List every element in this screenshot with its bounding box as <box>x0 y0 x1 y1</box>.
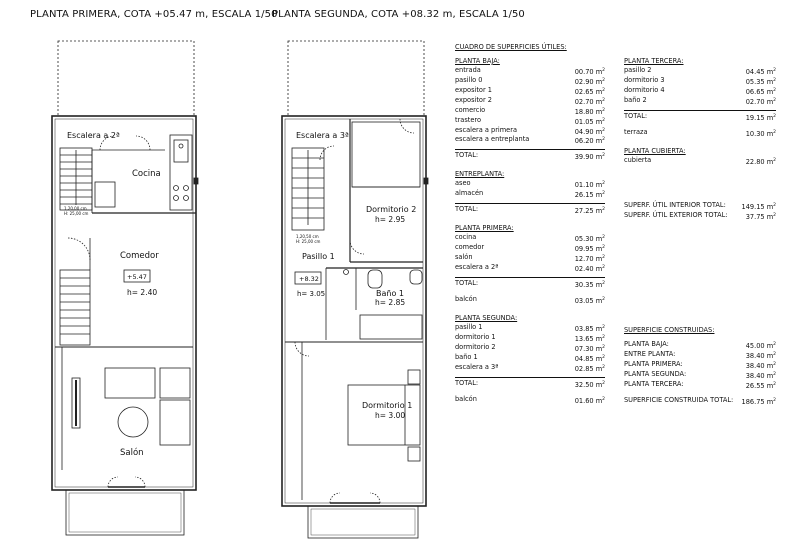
section-heading: PLANTA TERCERA: <box>624 57 684 65</box>
note-right-1: 1,20,50 cm <box>296 234 319 239</box>
value-exponent: 2 <box>773 397 776 403</box>
surface-row-label: dormitorio 1 <box>455 332 496 341</box>
value-unit: m <box>764 371 774 380</box>
value-unit: m <box>593 380 603 389</box>
surface-row-label: dormitorio 2 <box>455 342 496 351</box>
value-unit: m <box>593 97 603 106</box>
surface-row-label: pasillo 2 <box>624 65 652 74</box>
value-unit: m <box>593 281 603 290</box>
value-number: 02.70 <box>574 97 594 106</box>
surface-value <box>746 341 776 351</box>
surface-value <box>575 354 605 364</box>
section-total-label: TOTAL: <box>455 151 479 160</box>
construida-total-label: SUPERFICIE CONSTRUIDA TOTAL: <box>624 395 734 404</box>
label-dormitorio-2-height: h= 2.95 <box>375 215 406 224</box>
surface-value <box>575 180 605 190</box>
title-planta-segunda: PLANTA SEGUNDA, COTA +08.32 m, ESCALA 1/50 <box>272 9 525 20</box>
label-level-left: +5.47 <box>127 273 147 281</box>
value-exponent: 2 <box>602 181 605 187</box>
value-exponent: 2 <box>773 129 776 135</box>
surface-row-label: baño 2 <box>624 95 647 104</box>
surface-section <box>455 171 605 216</box>
section-extra <box>455 296 605 306</box>
value-exponent: 2 <box>602 117 605 123</box>
label-bano: Baño 1 <box>376 289 404 298</box>
value-exponent: 2 <box>602 137 605 143</box>
section-heading: PLANTA CUBIERTA: <box>624 146 686 155</box>
section-extra <box>455 396 605 406</box>
value-number: 01.60 <box>574 396 594 405</box>
label-comedor: Comedor <box>120 251 159 261</box>
value-number: 06.20 <box>574 137 594 146</box>
value-number: 02.40 <box>574 265 594 274</box>
section-total <box>455 277 605 290</box>
value-exponent: 2 <box>602 87 605 93</box>
value-unit: m <box>593 67 603 76</box>
value-number: 27.25 <box>574 207 594 216</box>
value-number: 12.70 <box>574 255 594 264</box>
value-exponent: 2 <box>602 191 605 197</box>
value-exponent: 2 <box>773 371 776 377</box>
surface-row-label: trastero <box>455 115 482 124</box>
surface-value <box>575 234 605 244</box>
value-number: 04.85 <box>574 354 594 363</box>
value-unit: m <box>593 191 603 200</box>
surface-value <box>746 371 776 381</box>
surface-table-column-1 <box>455 44 605 415</box>
value-exponent: 2 <box>602 254 605 260</box>
value-number: 26.15 <box>574 191 594 200</box>
surface-row-label: dormitorio 4 <box>624 85 665 94</box>
surface-row <box>455 244 605 254</box>
value-unit: m <box>764 203 774 212</box>
value-unit: m <box>764 113 774 122</box>
value-exponent: 2 <box>773 67 776 73</box>
surface-table-column-2 <box>624 58 776 175</box>
value-exponent: 2 <box>773 212 776 218</box>
value-number: 05.35 <box>745 77 765 86</box>
surface-value <box>575 117 605 127</box>
surface-value <box>746 351 776 361</box>
value-exponent: 2 <box>773 157 776 163</box>
value-number: 04.90 <box>574 127 594 136</box>
surface-value <box>575 254 605 264</box>
value-unit: m <box>593 297 603 306</box>
label-dormitorio-1-height: h= 3.00 <box>375 411 406 420</box>
section-heading: PLANTA PRIMERA: <box>455 224 514 233</box>
value-unit: m <box>764 381 774 390</box>
label-bano-height: h= 2.85 <box>375 298 406 307</box>
surface-value <box>746 361 776 371</box>
surface-row <box>455 364 605 374</box>
value-exponent: 2 <box>602 244 605 250</box>
value-number: 38.40 <box>745 351 765 360</box>
value-unit: m <box>593 137 603 146</box>
value-number: 06.65 <box>745 87 765 96</box>
value-exponent: 2 <box>773 381 776 387</box>
value-unit: m <box>593 235 603 244</box>
section-total <box>455 203 605 216</box>
value-exponent: 2 <box>602 127 605 133</box>
value-unit: m <box>593 87 603 96</box>
value-unit: m <box>593 117 603 126</box>
value-number: 03.85 <box>574 324 594 333</box>
value-number: 00.70 <box>574 67 594 76</box>
value-unit: m <box>764 157 774 166</box>
value-exponent: 2 <box>602 280 605 286</box>
label-stair-3: Escalera a 3ª <box>296 131 349 140</box>
value-number: 32.50 <box>574 380 594 389</box>
surface-row <box>624 157 776 167</box>
value-number: 02.70 <box>745 97 765 106</box>
value-exponent: 2 <box>773 113 776 119</box>
surface-section <box>455 225 605 306</box>
surface-row-label: dormitorio 3 <box>624 75 665 84</box>
surface-value <box>575 296 605 306</box>
surface-row-label: expositor 1 <box>455 85 492 94</box>
value-exponent: 2 <box>602 354 605 360</box>
surface-value <box>746 113 776 123</box>
section-total <box>455 377 605 390</box>
surface-row-label: comedor <box>455 242 485 251</box>
value-unit: m <box>764 97 774 106</box>
construida-row <box>624 381 776 391</box>
value-number: 149.15 <box>741 203 765 212</box>
value-unit: m <box>593 344 603 353</box>
value-unit: m <box>593 364 603 373</box>
section-extra-label: balcón <box>455 394 477 403</box>
value-unit: m <box>764 87 774 96</box>
section-heading: PLANTA BAJA: <box>455 56 500 65</box>
label-stair-2: Escalera a 2ª <box>67 131 120 140</box>
value-exponent: 2 <box>602 107 605 113</box>
construida-row-label: PLANTA SEGUNDA: <box>624 369 687 378</box>
construida-row-label: PLANTA BAJA: <box>624 339 669 348</box>
value-number: 13.65 <box>574 334 594 343</box>
section-total <box>455 149 605 162</box>
surface-value <box>575 97 605 107</box>
surface-value <box>575 77 605 87</box>
section-heading: ENTREPLANTA: <box>455 170 505 179</box>
value-unit: m <box>593 107 603 116</box>
surface-section <box>624 148 776 167</box>
label-salon: Salón <box>120 448 144 458</box>
construida-row-label: PLANTA PRIMERA: <box>624 359 683 368</box>
surface-row-label: escalera a primera <box>455 125 517 134</box>
value-unit: m <box>593 181 603 190</box>
section-total-label: TOTAL: <box>455 278 479 287</box>
surface-row-label: salón <box>455 252 473 261</box>
value-number: 38.40 <box>745 371 765 380</box>
value-exponent: 2 <box>602 77 605 83</box>
label-pasillo: Pasillo 1 <box>302 252 335 261</box>
surface-row <box>624 87 776 97</box>
value-number: 05.30 <box>574 235 594 244</box>
surface-value <box>746 97 776 107</box>
label-height-left: h= 2.40 <box>127 288 158 297</box>
value-exponent: 2 <box>773 361 776 367</box>
value-number: 22.80 <box>745 157 765 166</box>
surface-row-label: comercio <box>455 105 486 114</box>
value-unit: m <box>764 361 774 370</box>
value-exponent: 2 <box>773 87 776 93</box>
value-unit: m <box>593 245 603 254</box>
construida-total <box>624 397 776 407</box>
surface-row <box>455 264 605 274</box>
value-number: 04.45 <box>745 67 765 76</box>
surface-row <box>455 136 605 146</box>
label-dormitorio-1: Dormitorio 1 <box>362 401 413 410</box>
interior-total-label: SUPERF. ÚTIL INTERIOR TOTAL: <box>624 201 726 209</box>
value-exponent: 2 <box>602 264 605 270</box>
value-exponent: 2 <box>773 341 776 347</box>
section-total-label: TOTAL: <box>455 378 479 387</box>
construida-row-label: PLANTA TERCERA: <box>624 379 684 388</box>
value-number: 02.65 <box>574 87 594 96</box>
section-extra-label: terraza <box>624 127 648 136</box>
surface-value <box>575 127 605 137</box>
value-number: 03.05 <box>574 297 594 306</box>
surface-row-label: escalera a entreplanta <box>455 135 530 144</box>
value-unit: m <box>593 255 603 264</box>
value-number: 07.30 <box>574 344 594 353</box>
value-exponent: 2 <box>602 153 605 159</box>
value-unit: m <box>764 351 774 360</box>
surface-row <box>455 190 605 200</box>
surface-value <box>575 396 605 406</box>
value-exponent: 2 <box>602 396 605 402</box>
surface-value <box>746 87 776 97</box>
value-exponent: 2 <box>602 207 605 213</box>
value-exponent: 2 <box>602 344 605 350</box>
plan-primera <box>52 41 198 535</box>
value-number: 01.05 <box>574 117 594 126</box>
surface-value <box>575 67 605 77</box>
surface-row-label: baño 1 <box>455 352 478 361</box>
surface-value <box>575 152 605 162</box>
surface-section <box>624 58 776 139</box>
value-unit: m <box>593 77 603 86</box>
surface-row-label: aseo <box>455 179 471 188</box>
value-number: 30.35 <box>574 281 594 290</box>
value-number: 01.10 <box>574 181 594 190</box>
surface-value <box>575 380 605 390</box>
surface-totals <box>624 202 776 222</box>
value-number: 38.40 <box>745 361 765 370</box>
value-number: 09.95 <box>574 245 594 254</box>
surface-row-label: escalera a 3ª <box>455 362 499 371</box>
surface-row <box>624 97 776 107</box>
value-exponent: 2 <box>602 364 605 370</box>
surface-row-label: pasillo 0 <box>455 75 483 84</box>
value-number: 02.85 <box>574 364 594 373</box>
surface-value <box>575 206 605 216</box>
surface-value <box>746 212 776 222</box>
value-unit: m <box>593 334 603 343</box>
value-number: 39.90 <box>574 153 594 162</box>
surface-value <box>575 324 605 334</box>
surface-value <box>575 364 605 374</box>
surface-row-label: cubierta <box>624 155 652 164</box>
value-exponent: 2 <box>602 97 605 103</box>
section-extra-label: balcón <box>455 294 477 303</box>
construida-row-label: ENTRE PLANTA: <box>624 349 676 358</box>
surface-value <box>575 136 605 146</box>
surface-value <box>746 157 776 167</box>
label-dormitorio-2: Dormitorio 2 <box>366 205 417 214</box>
surface-value <box>746 381 776 391</box>
surface-section <box>455 58 605 163</box>
value-exponent: 2 <box>773 97 776 103</box>
value-unit: m <box>764 213 774 222</box>
value-exponent: 2 <box>602 67 605 73</box>
value-unit: m <box>764 397 774 406</box>
value-number: 10.30 <box>745 129 765 138</box>
value-unit: m <box>764 129 774 138</box>
surface-value <box>575 190 605 200</box>
value-number: 02.90 <box>574 77 594 86</box>
surface-row-label: pasillo 1 <box>455 322 483 331</box>
table-title: CUADRO DE SUPERFICIES ÚTILES: <box>455 43 567 51</box>
value-unit: m <box>764 77 774 86</box>
value-exponent: 2 <box>773 351 776 357</box>
value-number: 26.55 <box>745 381 765 390</box>
value-exponent: 2 <box>602 324 605 330</box>
exterior-total <box>624 212 776 222</box>
label-cocina: Cocina <box>132 169 161 179</box>
surface-value <box>575 244 605 254</box>
value-exponent: 2 <box>602 380 605 386</box>
value-exponent: 2 <box>602 296 605 302</box>
section-total-label: TOTAL: <box>455 205 479 214</box>
surface-row-label: escalera a 2ª <box>455 262 499 271</box>
value-number: 186.75 <box>741 397 765 406</box>
value-unit: m <box>593 153 603 162</box>
surface-value <box>746 67 776 77</box>
surface-value <box>575 334 605 344</box>
surface-value <box>575 344 605 354</box>
surface-value <box>575 280 605 290</box>
value-unit: m <box>764 341 774 350</box>
value-unit: m <box>593 127 603 136</box>
value-unit: m <box>593 396 603 405</box>
value-exponent: 2 <box>773 77 776 83</box>
surface-row-label: expositor 2 <box>455 95 492 104</box>
value-unit: m <box>593 265 603 274</box>
section-total <box>624 110 776 123</box>
value-number: 18.80 <box>574 107 594 116</box>
note-left-2: H: 25,00 cm <box>64 211 89 216</box>
surface-row-label: entrada <box>455 65 481 74</box>
title-planta-primera: PLANTA PRIMERA, COTA +05.47 m, ESCALA 1/50 <box>30 9 278 20</box>
exterior-total-label: SUPERF. ÚTIL EXTERIOR TOTAL: <box>624 210 728 219</box>
construidas-heading: SUPERFICIE CONSTRUIDAS: <box>624 326 715 334</box>
section-heading: PLANTA SEGUNDA: <box>455 313 518 322</box>
surface-row-label: cocina <box>455 233 477 241</box>
value-unit: m <box>764 67 774 76</box>
value-number: 37.75 <box>745 213 765 222</box>
value-exponent: 2 <box>602 334 605 340</box>
label-level-right: +8.32 <box>299 275 319 283</box>
surface-value <box>746 77 776 87</box>
value-unit: m <box>593 324 603 333</box>
surface-row <box>455 117 605 127</box>
surface-section <box>455 315 605 406</box>
value-exponent: 2 <box>602 235 605 240</box>
surface-value <box>742 397 776 407</box>
section-extra <box>624 129 776 139</box>
surface-row-label: almacén <box>455 189 484 198</box>
surface-value <box>746 129 776 139</box>
surface-construidas <box>624 327 776 407</box>
surface-value <box>575 264 605 274</box>
value-number: 45.00 <box>745 341 765 350</box>
label-pasillo-height: h= 3.05 <box>297 290 326 298</box>
note-left-1: 1,20,00 cm <box>64 206 87 211</box>
surface-value <box>575 87 605 97</box>
value-exponent: 2 <box>773 203 776 208</box>
value-unit: m <box>593 207 603 216</box>
section-total-label: TOTAL: <box>624 111 648 120</box>
surface-value <box>742 202 776 212</box>
value-number: 19.15 <box>745 113 765 122</box>
note-right-2: H: 25,00 cm <box>296 239 321 244</box>
surface-value <box>575 107 605 117</box>
value-unit: m <box>593 354 603 363</box>
